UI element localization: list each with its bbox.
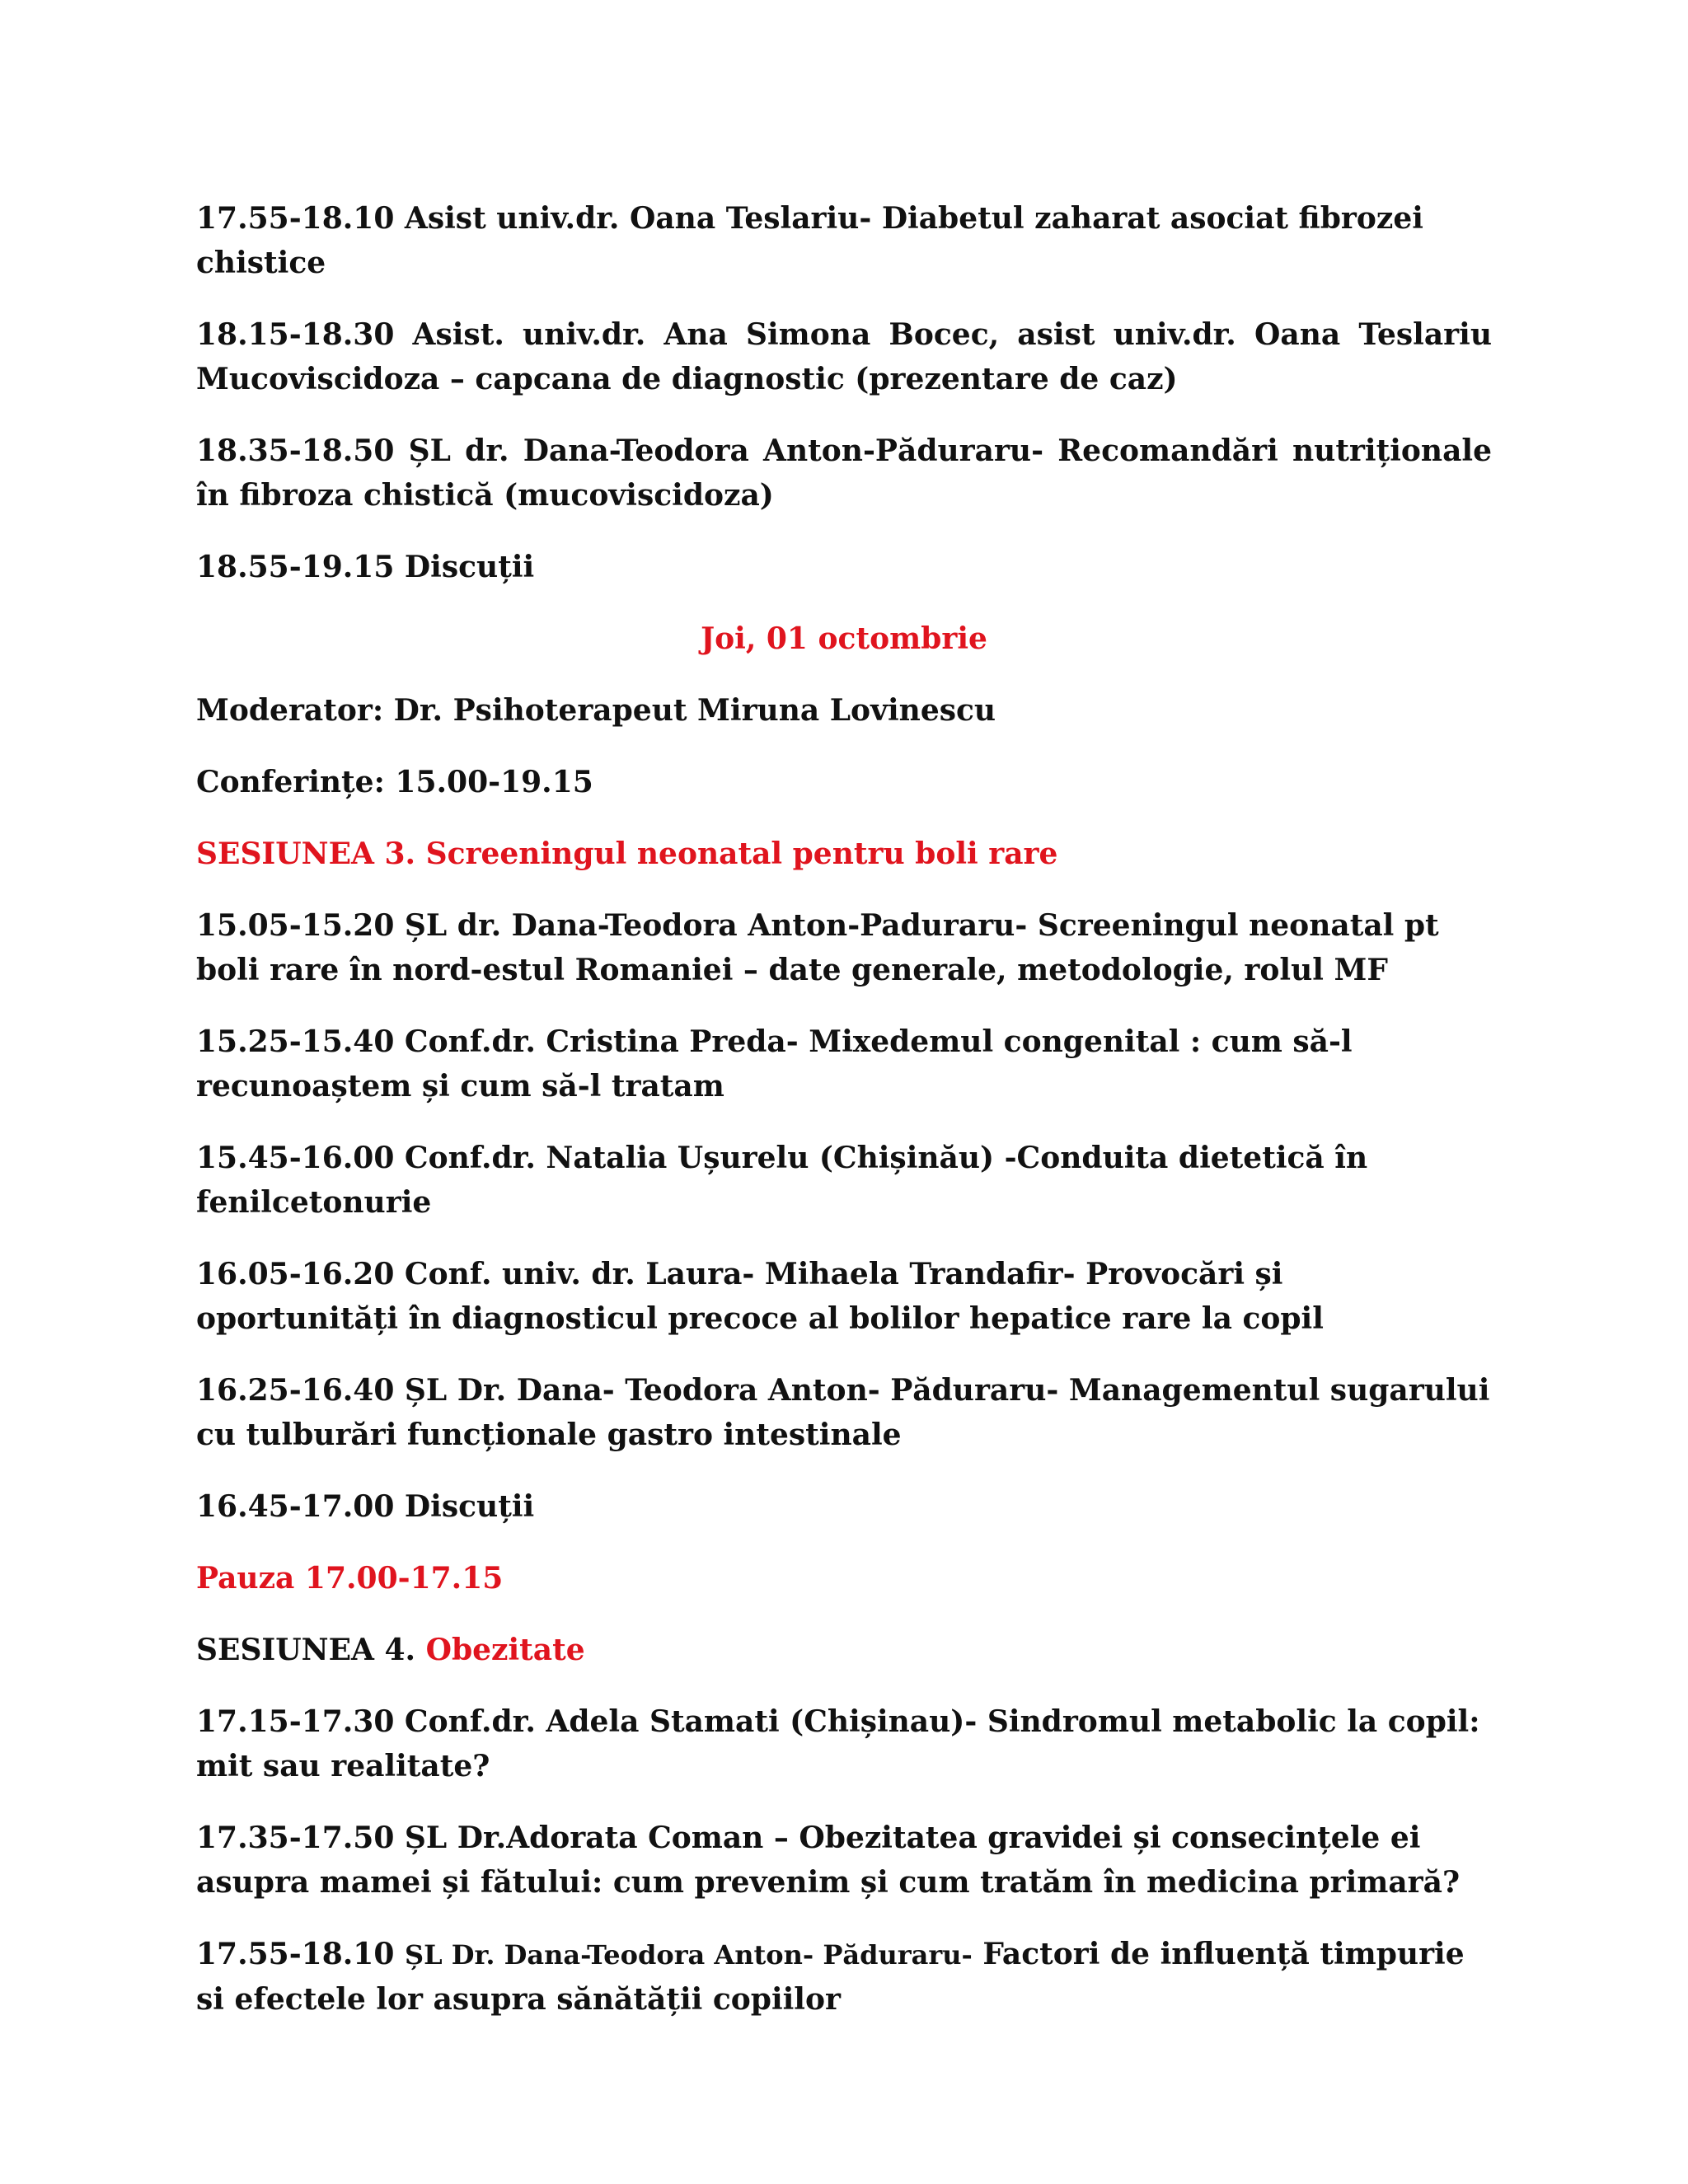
program-item: 17.55-18.10 Asist univ.dr. Oana Teslariu- Diabetul zaharat asociat fibrozei chistice <box>196 201 1423 280</box>
item-speaker: ȘL Dr. Dana-Teodora Anton- Păduraru- <box>404 1939 973 1971</box>
program-item: 16.05-16.20 Conf. univ. dr. Laura- Mihaela Trandafir- Provocări și oportunități în diagnosticul precoce al bolilor hepatice rare la copil <box>196 1257 1324 1336</box>
program-item: 15.25-15.40 Conf.dr. Cristina Preda- Mixedemul congenital : cum să-l recunoaștem și cum să-l tratam <box>196 1024 1353 1104</box>
program-item: 17.35-17.50 ȘL Dr.Adorata Coman – Obezitatea gravidei și consecințele ei asupra mamei și fătului: cum prevenim și cum tratăm în medicina primară? <box>196 1821 1461 1900</box>
session-heading: SESIUNEA 3. Screeningul neonatal pentru boli rare <box>196 837 1058 871</box>
session-heading <box>196 1628 1492 1672</box>
session-prefix: SESIUNEA 4. <box>196 1633 416 1667</box>
program-item: 16.25-16.40 ȘL Dr. Dana- Teodora Anton- Păduraru- Managementul sugarului cu tulburări funcționale gastro intestinale <box>196 1373 1490 1452</box>
program-item <box>196 1932 1492 2022</box>
day-heading: Joi, 01 octombrie <box>701 621 987 656</box>
program-item: 18.15-18.30 Asist. univ.dr. Ana Simona Bocec, asist univ.dr. Oana Teslariu Mucoviscidoza – capcana de diagnostic (prezentare de caz) <box>196 317 1492 396</box>
program-item: 15.45-16.00 Conf.dr. Natalia Ușurelu (Chișinău) -Conduita dietetică în fenilcetonurie <box>196 1141 1368 1220</box>
session-title: Obezitate <box>425 1633 585 1667</box>
program-item: 17.15-17.30 Conf.dr. Adela Stamati (Chișinau)- Sindromul metabolic la copil: mit sau realitate? <box>196 1704 1480 1783</box>
program-item: 18.55-19.15 Discuții <box>196 550 535 584</box>
item-time: 17.55-18.10 <box>196 1937 395 1971</box>
moderator-line: Moderator: Dr. Psihoterapeut Miruna Lovinescu <box>196 693 996 728</box>
program-item: 16.45-17.00 Discuții <box>196 1489 535 1524</box>
item-title: Factori de influență timpurie si efectele lor asupra sănătății copiilor <box>196 1937 1465 2017</box>
conferences-line: Conferințe: 15.00-19.15 <box>196 765 593 799</box>
document-page <box>196 196 1492 2049</box>
program-item: 18.35-18.50 ȘL dr. Dana-Teodora Anton-Păduraru- Recomandări nutriționale în fibroza chistică (mucoviscidoza) <box>196 434 1492 513</box>
program-item: 15.05-15.20 ȘL dr. Dana-Teodora Anton-Paduraru- Screeningul neonatal pt boli rare în nord-estul Romaniei – date generale, metodologie, rolul MF <box>196 908 1439 987</box>
pause-line: Pauza 17.00-17.15 <box>196 1561 504 1596</box>
